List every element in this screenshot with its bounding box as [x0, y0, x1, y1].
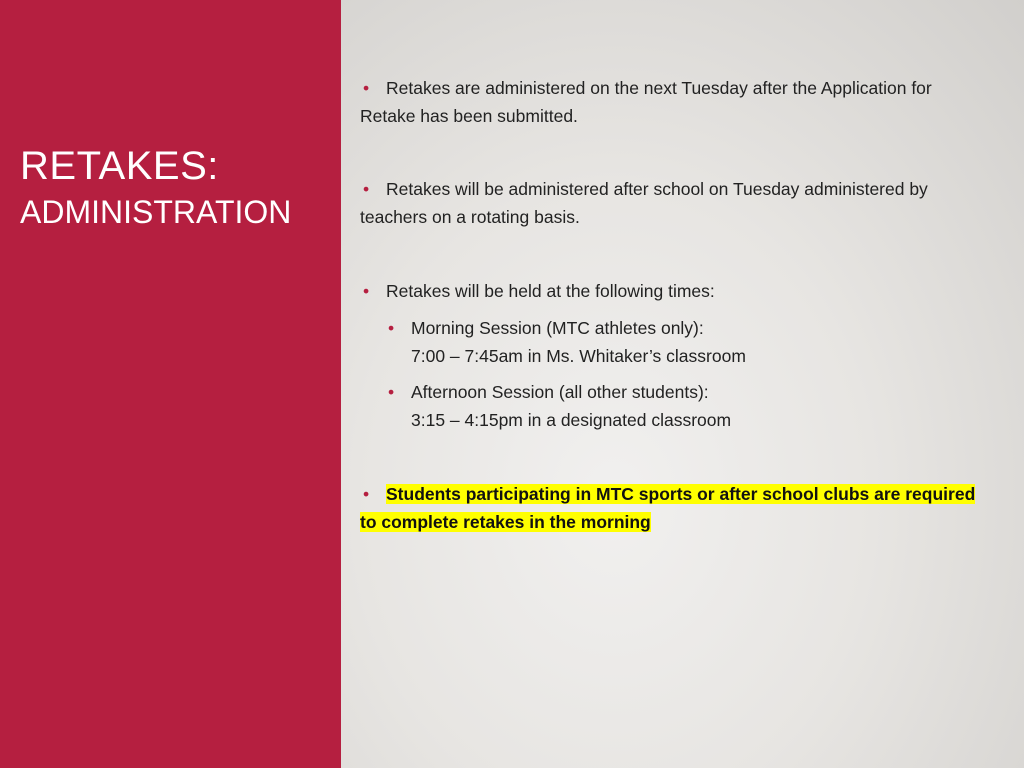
title-panel — [0, 0, 341, 768]
sub-bullet-line1: Morning Session (MTC athletes only): — [411, 318, 704, 338]
sub-bullet-item — [385, 378, 945, 434]
bullet-text: Retakes will be held at the following times: — [386, 281, 715, 301]
bullet-text: Retakes will be administered after school on Tuesday administered by teachers on a rotating basis. — [360, 179, 928, 227]
slide-subtitle: ADMINISTRATION — [20, 194, 292, 230]
sub-bullet-line1: Afternoon Session (all other students): — [411, 382, 709, 402]
sub-bullet-line2: 7:00 – 7:45am in Ms. Whitaker’s classroom — [411, 346, 746, 366]
bullet-icon: • — [363, 281, 370, 301]
bullet-icon: • — [363, 78, 370, 98]
bullet-icon: • — [388, 318, 395, 338]
sub-bullet-item — [385, 314, 945, 370]
bullet-item — [360, 277, 980, 305]
content-panel — [341, 0, 1024, 768]
bullet-icon: • — [363, 484, 370, 504]
highlighted-bullet-item — [360, 480, 980, 536]
slide-title: RETAKES: — [20, 144, 219, 188]
bullet-item — [360, 175, 980, 231]
highlighted-text: Students participating in MTC sports or after school clubs are required to complete retakes in the morning — [360, 484, 976, 532]
bullet-text: Retakes are administered on the next Tuesday after the Application for Retake has been submitted. — [360, 78, 932, 126]
sub-bullet-line2: 3:15 – 4:15pm in a designated classroom — [411, 410, 732, 430]
bullet-icon: • — [388, 382, 395, 402]
bullet-icon: • — [363, 179, 370, 199]
bullet-item — [360, 74, 980, 130]
